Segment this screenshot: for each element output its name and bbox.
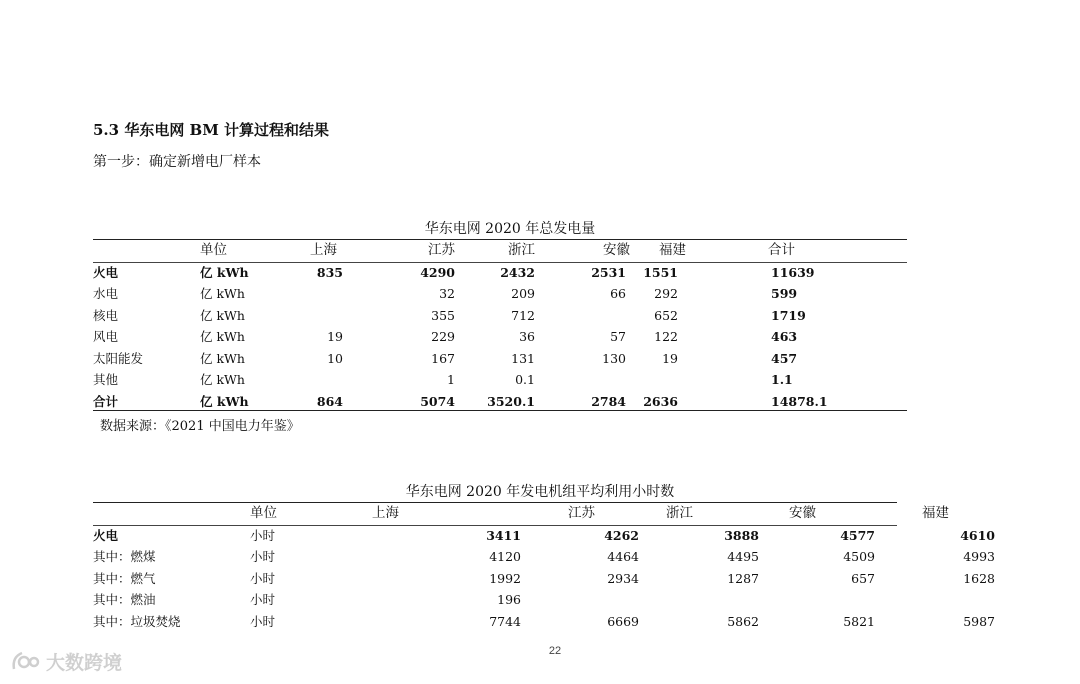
table1-cell: 1.1 (771, 372, 793, 387)
table2-cell: 2934 (607, 570, 639, 586)
table1-cell: 122 (654, 329, 678, 344)
table1-cell: 209 (511, 286, 535, 301)
table2 (93, 503, 997, 632)
table2-cell: 657 (851, 570, 875, 586)
table1-cell: 1551 (643, 264, 678, 280)
table1-cell (630, 369, 686, 391)
table1-row-label: 太阳能发 (93, 350, 144, 366)
table1-row (93, 391, 907, 413)
table1-cell: 32 (439, 286, 455, 301)
table2-cell: 4495 (727, 549, 759, 564)
table1-header-cell: 安徽 (603, 242, 630, 258)
table1-cell: 2636 (643, 393, 678, 409)
table2-row-label: 其中：燃油 (93, 592, 156, 607)
table1-cell: 57 (610, 329, 626, 344)
table2-cell: 1287 (727, 570, 759, 586)
table1 (93, 240, 907, 412)
watermark-text: 大数跨境 (46, 652, 123, 674)
table2-cell: 4262 (604, 527, 639, 543)
table2-cell: 7744 (489, 613, 521, 629)
table1-row-label: 其他 (93, 372, 119, 387)
table1-header-row (93, 240, 907, 262)
table2-cell: 3888 (724, 527, 759, 543)
table1-cell: 652 (654, 307, 678, 323)
table1-cell: 2432 (500, 264, 535, 280)
table2-header-cell: 福建 (922, 505, 949, 521)
table2-header-cell: 江苏 (568, 505, 595, 521)
table2-header-cell: 单位 (250, 505, 277, 521)
table1-header-cell: 上海 (310, 242, 337, 258)
table2-cell: 小时 (250, 570, 276, 586)
table2-cell: 4577 (840, 527, 875, 543)
table1-cell (310, 369, 365, 391)
step-text: 第一步：确定新增电厂样本 (93, 154, 261, 170)
table1-cell (535, 305, 630, 327)
watermark-logo-icon (10, 649, 40, 675)
table1-row-label: 火电 (93, 264, 119, 280)
table1-cell: 835 (316, 264, 343, 280)
table2-cell: 4509 (843, 549, 875, 564)
table1-caption: 华东电网 2020 年总发电量 (424, 221, 596, 237)
table2-header-cell: 浙江 (666, 505, 693, 521)
table2-cell (761, 589, 877, 611)
table2-cell: 5862 (727, 613, 759, 629)
table1-cell: 2531 (591, 264, 626, 280)
data-source-note: 数据来源：《2021 中国电力年鉴》 (100, 419, 300, 434)
table1-cell: 10 (327, 350, 343, 366)
table1-cell: 292 (654, 286, 678, 301)
table1-cell: 130 (602, 350, 626, 366)
table1-cell: 355 (431, 307, 455, 323)
page-number: 22 (548, 645, 562, 657)
table1-cell: 19 (327, 329, 343, 344)
table2-cell (877, 589, 997, 611)
table1-cell: 36 (519, 329, 535, 344)
table1-row-label: 风电 (93, 329, 119, 344)
table1-cell: 229 (431, 329, 455, 344)
table1-row (93, 369, 907, 391)
table1-cell: 11639 (771, 264, 815, 280)
table2-caption: 华东电网 2020 年发电机组平均利用小时数 (405, 484, 675, 500)
table2-row (93, 525, 997, 547)
table2-cell: 1992 (489, 570, 521, 586)
table2-cell: 1628 (963, 570, 995, 586)
table1-cell: 4290 (420, 264, 455, 280)
table2-cell: 4464 (607, 549, 639, 564)
table2-header-row (93, 503, 997, 525)
table2-row (93, 589, 997, 611)
table2-row (93, 568, 997, 590)
table1-cell: 3520.1 (487, 393, 535, 409)
table1-cell: 亿 kWh (200, 350, 245, 366)
table2-row (93, 546, 997, 568)
table1-cell: 2784 (591, 393, 626, 409)
table1-row (93, 348, 907, 370)
table2-cell: 3411 (486, 527, 521, 543)
table1-cell: 19 (662, 350, 678, 366)
table2-cell: 4120 (489, 549, 521, 564)
table2-cell (523, 589, 641, 611)
table2-cell: 4993 (963, 549, 995, 564)
table1-cell: 0.1 (515, 372, 535, 387)
table1-cell: 599 (771, 286, 798, 301)
table1-cell: 亿 kWh (200, 264, 249, 280)
watermark (10, 648, 122, 675)
table1-cell (310, 305, 365, 327)
table2-header-cell (93, 503, 250, 525)
table1-cell: 亿 kWh (200, 329, 245, 344)
table1-cell: 457 (771, 350, 798, 366)
table1-cell (535, 369, 630, 391)
table2-cell: 196 (497, 592, 521, 607)
table1-row (93, 305, 907, 327)
table2-cell: 小时 (250, 527, 276, 543)
table1-row (93, 283, 907, 305)
table2-row-label: 其中：垃圾焚烧 (93, 613, 181, 629)
table1-cell: 1 (447, 372, 455, 387)
table2-cell: 5987 (963, 613, 995, 629)
table1-cell: 131 (511, 350, 535, 366)
table1-row-label: 水电 (93, 286, 119, 301)
table1-header-cell: 浙江 (508, 242, 535, 258)
table1-row-label: 核电 (93, 307, 119, 323)
table2-row-label: 其中：燃煤 (93, 549, 156, 564)
table2-cell (641, 589, 761, 611)
table1-cell: 167 (431, 350, 455, 366)
table2-cell: 5821 (843, 613, 875, 629)
table1-cell: 1719 (771, 307, 806, 323)
table1-header-cell: 合计 (768, 242, 795, 258)
table1-cell: 712 (511, 307, 535, 323)
table1-row-label: 合计 (93, 393, 119, 409)
table1-header-cell (93, 240, 190, 262)
table2-row (93, 611, 997, 633)
table1-header-cell: 江苏 (428, 242, 455, 258)
table1-cell: 463 (771, 329, 798, 344)
section-heading: 5.3 华东电网 BM 计算过程和结果 (93, 121, 330, 139)
table2-cell: 小时 (250, 592, 276, 607)
table1-cell: 864 (316, 393, 343, 409)
table1-row (93, 326, 907, 348)
table1-cell (310, 283, 365, 305)
table2-header-cell: 安徽 (789, 505, 816, 521)
table2-row-label: 其中：燃气 (93, 570, 156, 586)
table1-cell: 亿 kWh (200, 307, 245, 323)
table2-cell: 小时 (250, 613, 276, 629)
table1-cell: 66 (610, 286, 626, 301)
table2-cell: 6669 (607, 613, 639, 629)
table2-cell: 4610 (960, 527, 995, 543)
table1-cell: 5074 (420, 393, 455, 409)
table2-header-cell: 上海 (372, 505, 399, 521)
table1-cell: 亿 kWh (200, 393, 249, 409)
table1-header-cell: 福建 (659, 242, 686, 258)
table1-header-cell: 单位 (200, 242, 227, 258)
table1-cell: 亿 kWh (200, 286, 245, 301)
table2-cell: 小时 (250, 549, 276, 564)
table1-cell: 14878.1 (771, 393, 828, 409)
table2-row-label: 火电 (93, 527, 119, 543)
table1-row (93, 262, 907, 284)
table1-cell: 亿 kWh (200, 372, 245, 387)
